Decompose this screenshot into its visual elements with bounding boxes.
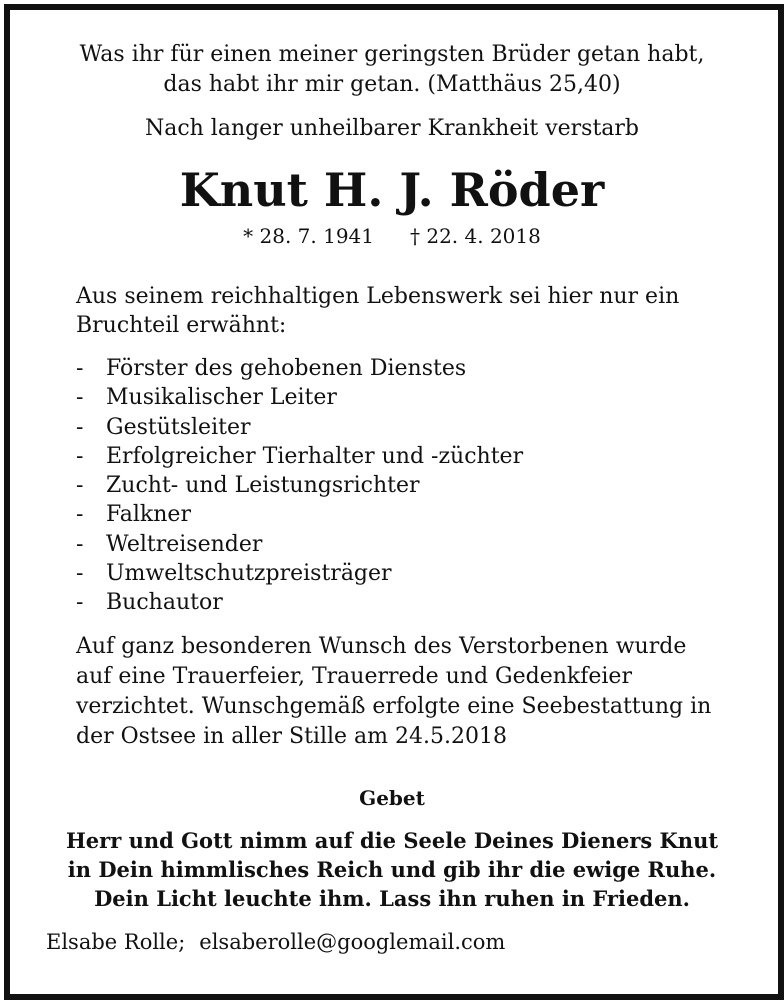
list-item <box>76 383 726 412</box>
list-item <box>76 500 726 529</box>
list-item-text: Förster des gehobenen Dienstes <box>106 356 467 381</box>
list-item <box>76 354 726 383</box>
burial-note-line: Auf ganz besonderen Wunsch des Verstorbenen wurde <box>76 634 687 659</box>
list-item <box>76 530 726 559</box>
prayer-line: Dein Licht leuchte ihm. Lass ihn ruhen in Frieden. <box>94 886 690 911</box>
list-item-text: Gestütsleiter <box>106 414 251 440</box>
burial-note-line: verzichtet. Wunschgemäß erfolgte eine Seebestattung in <box>76 694 712 719</box>
contact-email: elsaberolle@googlemail.com <box>199 930 506 954</box>
list-item-text: Weltreisender <box>106 531 263 557</box>
list-dash: - <box>76 502 84 528</box>
list-item <box>76 442 726 471</box>
list-item <box>76 471 726 500</box>
contact-line <box>46 928 505 956</box>
lifework-intro-line: Aus seinem reichhaltigen Lebenswerk sei hier nur ein <box>76 284 680 309</box>
burial-note <box>76 632 736 752</box>
bible-verse-line: das habt ihr mir getan. (Matthäus 25,40) <box>163 72 621 97</box>
bible-verse <box>10 40 774 100</box>
list-dash: - <box>76 531 84 557</box>
list-dash: - <box>76 561 84 587</box>
list-item-text: Zucht- und Leistungsrichter <box>106 473 420 499</box>
list-item <box>76 559 726 588</box>
list-dash: - <box>76 385 84 411</box>
list-dash: - <box>76 443 84 469</box>
list-dash: - <box>76 356 84 381</box>
contact-name: Elsabe Rolle; <box>46 930 186 954</box>
intro-text: Nach langer unheilbarer Krankheit verstarb <box>144 116 640 141</box>
prayer-heading: Gebet <box>359 786 425 810</box>
prayer-line: in Dein himmlisches Reich und gib ihr die ewige Ruhe. <box>67 857 717 882</box>
list-dash: - <box>76 473 84 499</box>
prayer-line: Herr und Gott nimm auf die Seele Deines Dieners Knut <box>65 828 719 853</box>
list-dash: - <box>76 414 84 440</box>
list-dash: - <box>76 590 84 616</box>
list-item-text: Erfolgreicher Tierhalter und -züchter <box>106 443 524 469</box>
list-item-text: Umweltschutzpreisträger <box>106 561 392 587</box>
prayer-text <box>10 826 774 913</box>
death-date: † 22. 4. 2018 <box>410 224 541 248</box>
list-item-text: Musikalischer Leiter <box>106 385 337 411</box>
lifework-intro-line: Bruchteil erwähnt: <box>76 313 287 338</box>
life-dates <box>10 222 774 250</box>
birth-date: * 28. 7. 1941 <box>243 224 374 248</box>
burial-note-line: der Ostsee in aller Stille am 24.5.2018 <box>76 724 507 749</box>
list-item <box>76 413 726 442</box>
lifework-list <box>76 354 726 618</box>
lifework-intro <box>76 282 726 340</box>
list-item-text: Falkner <box>106 502 191 528</box>
bible-verse-line: Was ihr für einen meiner geringsten Brüder getan habt, <box>79 42 705 67</box>
burial-note-line: auf eine Trauerfeier, Trauerrede und Gedenkfeier <box>76 664 632 689</box>
list-item-text: Buchautor <box>106 590 223 616</box>
deceased-name: Knut H. J. Röder <box>179 163 605 217</box>
list-item <box>76 588 726 617</box>
